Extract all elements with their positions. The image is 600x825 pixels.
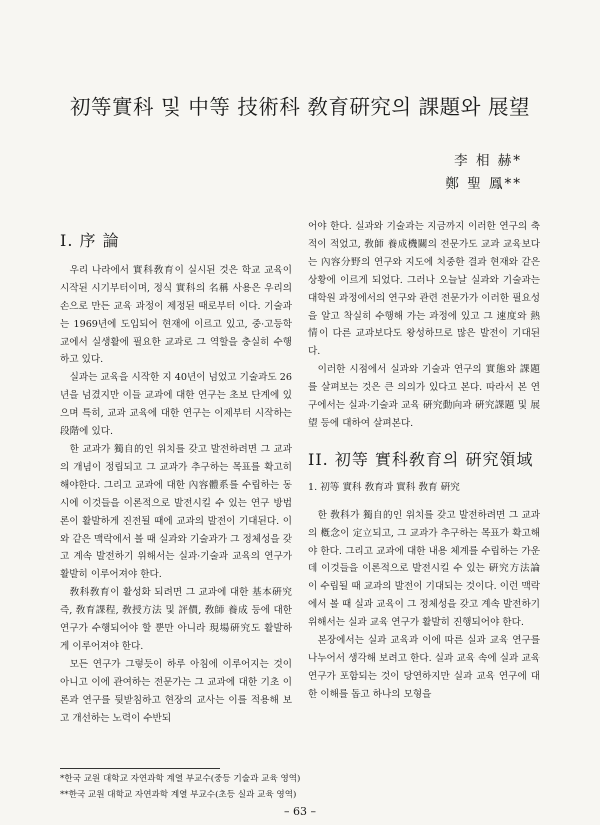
footnote-1: *한국 교원 대학교 자연과학 계열 부교수(중등 기술과 교육 영역) [60,774,301,784]
footnote-divider [60,768,220,769]
paragraph: 본장에서는 실과 교육과 이에 따른 실과 교육 연구를 나누어서 생각해 보려고 한다. 실과 교육 속에 실과 교육 연구가 포함되는 것이 당연하지만 실과 교육 연구에 대한 이해를 돕고 하나의 모형을 [308,635,540,700]
page-number: – 63 – [284,805,316,818]
paragraph: 한 敎科가 獨自的인 위치를 갖고 발전하려면 그 교과의 槪念이 定立되고, 그 교과가 추구하는 목표가 확고해야 한다. 그리고 교과에 대한 내용 체계를 수립하는 가운데 이것들을 이론적으로 발전시킬 수 있는 硏究方法論이 수립될 때 교과의 발전이 기대되는 것이다. 이런 맥락에서 볼 때 실과 교육이 그 정체성을 갖고 계속 발전하기 위해서는 실과 교육 연구가 활발히 진행되어야 한다. [308,509,540,629]
section-heading-introduction: I. 序 論 [60,231,120,250]
author-list [445,150,522,196]
author-2: 鄭 聖 鳳** [445,176,522,192]
paragraph: 한 교과가 獨自的인 위치를 갖고 발전하려면 그 교과의 개념이 정립되고 그 교과가 추구하는 목표를 확고히 해야한다. 그리고 교과에 대한 內容體系를 수립하는 동시에 이것들을 이론적으로 발전시킬 수 있는 연구 방법론이 활발하게 진전될 때에 교과의 발전이 기대된다. 이와 같은 맥락에서 볼 때 실과와 기술과가 그 정체성을 갖고 계속 발전하기 위해서는 실과·기술과 교육의 연구가 활발히 이루어져야 한다. [60,443,292,581]
paragraph: 모든 연구가 그렇듯이 하루 아침에 이루어지는 것이 아니고 이에 관여하는 전문가는 그 교과에 대한 기초 이론과 연구를 뒷받침하고 현장의 교사는 이를 적용해 보고 개선하는 노력이 수반되 [60,658,292,724]
paragraph: 어야 한다. 실과와 기술과는 지금까지 이러한 연구의 축적이 적었고, 敎師 養成機關의 전문가도 교과 교육보다는 內容分野의 연구와 지도에 치중한 결과 현재와 같은 상황에 이르게 되었다. 그러나 오늘날 실과와 기술과는 대학원 과정에서의 연구와 관련 전문가가 이러한 필요성을 알고 착실히 수행해 가는 과정에 있고 그 速度와 熱情이 다른 교과보다도 왕성하므로 많은 발전이 기대된다. [308,221,540,358]
footnote-2: **한국 교원 대학교 자연과학 계열 부교수(초등 실과 교육 영역) [60,790,297,800]
paragraph: 우리 나라에서 實科敎育이 실시된 것은 학교 교육이 시작된 시기부터이며, 정식 實科의 名稱 사용은 우리의 손으로 만든 교육 과정이 제정된 때로부터 이다. 기술과는 1969년에 도입되어 현재에 이르고 있고, 중·고등학교에서 실생활에 필요한 교과로 그 역할을 충실히 수행하고 있다. [60,264,292,366]
author-1: 李 相 赫* [454,153,522,169]
section-heading-research-areas: II. 初等 實科敎育의 硏究領域 [308,449,534,469]
paragraph: 이러한 시점에서 실과와 기술과 연구의 實態와 課題를 살펴보는 것은 큰 의의가 있다고 본다. 따라서 본 연구에서는 실과·기술과 교육 硏究動向과 硏究課題 및 展望 등에 대하여 살펴본다. [308,364,540,429]
paragraph: 敎科敎育이 활성화 되려면 그 교과에 대한 基本硏究 즉, 敎育課程, 敎授方法 및 評價, 敎師 養成 등에 대한 연구가 수행되어야 할 뿐만 아니라 現場硏究도 활발하게 이루어져야 한다. [60,587,292,652]
right-column [308,218,540,704]
paper-title: 初等實科 및 中等 技術科 敎育硏究의 課題와 展望 [69,95,530,119]
paragraph: 실과는 교육을 시작한 지 40년이 넘었고 기술과도 26년을 넘겼지만 이들 교과에 대한 연구는 초보 단계에 있으며 특히, 교과 교육에 대한 연구는 이제부터 시작하는 段階에 있다. [60,372,292,438]
subsection-heading: 1. 初等 實科 敎育과 實科 敎育 硏究 [308,481,460,493]
left-column [60,218,292,727]
